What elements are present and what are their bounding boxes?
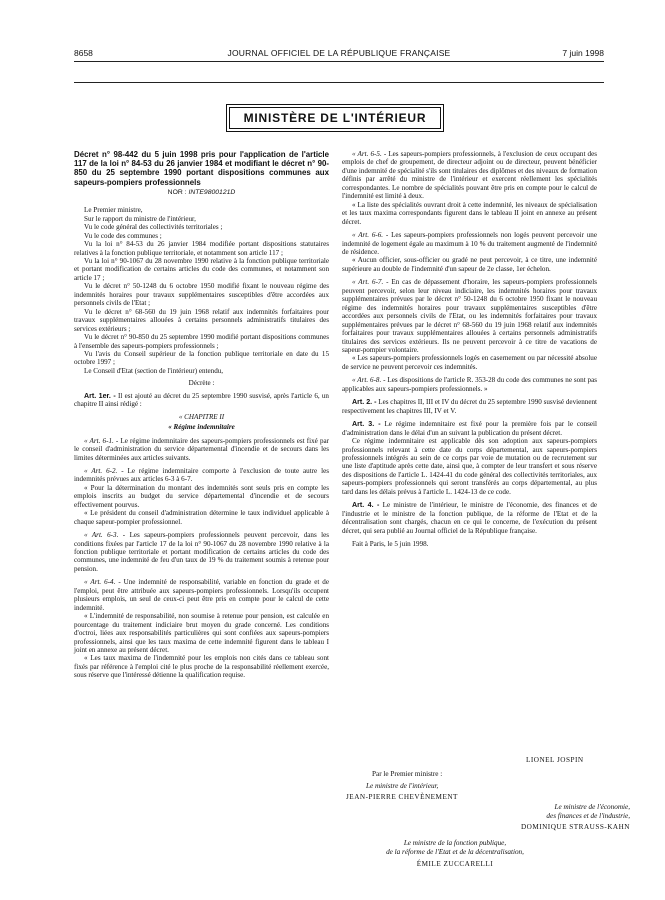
min-interieur-title: Le ministre de l'intérieur,	[366, 782, 439, 790]
chapter-heading: « CHAPITRE II	[178, 412, 225, 421]
article-1: Art. 1er. - Il est ajouté au décret du 25 septembre 1990 susvisé, après l'article 6, un chapitre II ainsi rédigé :	[74, 391, 329, 409]
pm-signature: LIONEL JOSPIN	[526, 756, 584, 764]
section-rule	[74, 82, 604, 83]
nor-reference: NOR : INTE9800121D	[167, 188, 236, 196]
min-economie-title: Le ministre de l'économie, des finances et de l'industrie,	[546, 803, 630, 820]
paragraph: « L'indemnité de responsabilité, non soumise à retenue pour pension, est calculée en pourcentage du traitement indiciaire brut moyen du grade concerné. Les conditions d'octroi, liées aux responsabilités particulières qui sont confiées aux sapeurs-pompiers professionnels, ainsi que les taux maxima de cette indemnité figurent dans le tableau I joint en annexe au présent décret.	[74, 612, 329, 655]
ministry-title: MINISTÈRE DE L'INTÉRIEUR	[229, 107, 441, 129]
visa-line: Vu le code général des collectivités territoriales ;	[84, 223, 223, 232]
decrete-line: Décrète :	[188, 379, 215, 388]
paragraph: Ce régime indemnitaire est applicable dès son adoption aux sapeurs-pompiers professionnels relevant à cette date du corps départemental, aux sapeurs-pompiers professionnels intégrés au sein de ce corps par voie de mutation ou de recrutement sur une liste d'aptitude après cette date, ainsi que, à compter de leur transfert et sous réserve des dispositions de l'article L. 1424-41 du code général des collectivités territoriales, aux sapeurs-pompiers professionnels qui seront transférés au corps départemental, au plus tard dans les délais prévus à l'article L. 1424-13 de ce code.	[342, 437, 597, 496]
paragraph: « Pour la détermination du montant des indemnités sont seuls pris en compte les emplois inscrits au budget du service départemental d'incendie et de secours effectivement pourvus.	[74, 483, 329, 509]
min-fonction-publique-name: ÉMILE ZUCCARELLI	[416, 860, 494, 868]
min-economie-name: DOMINIQUE STRAUSS-KAHN	[520, 823, 630, 831]
journal-title: JOURNAL OFFICIEL DE LA RÉPUBLIQUE FRANÇAISE	[227, 48, 451, 58]
min-interieur-name: JEAN-PIERRE CHEVÈNEMENT	[346, 793, 458, 801]
header-rule	[74, 61, 604, 62]
paragraph: « Aucun officier, sous-officier ou gradé ne peut percevoir, à ce titre, une indemnité supérieure au double de l'indemnité d'un sapeur de 2e classe, 1er échelon.	[342, 256, 597, 273]
article-6-8: « Art. 6-8. - Les dispositions de l'article R. 353-28 du code des communes ne sont pas applicables aux sapeurs-pompiers professionnels. »	[342, 376, 598, 393]
page-number: 8658	[74, 48, 93, 58]
min-fonction-publique-title: Le ministre de la fonction publique, de la réforme de l'Etat et de la décentralisation,	[386, 839, 524, 856]
visa-line: Sur le rapport du ministre de l'intérieur,	[84, 214, 196, 223]
right-column	[342, 150, 597, 548]
article-3: Art. 3. - Le régime indemnitaire est fixé pour la première fois par le conseil d'administration dans le délai d'un an suivant la publication du présent décret.	[342, 420, 597, 437]
visa-line: Vu le décret n° 50-1248 du 6 octobre 1950 modifié fixant le nouveau régime des indemnités horaires pour travaux supplémentaires susceptibles d'être accordées aux personnels civils de l'Etat ;	[74, 282, 329, 308]
article-2: Art. 2. - Les chapitres II, III et IV du décret du 25 septembre 1990 susvisé deviennent respectivement les chapitres III, IV et V.	[342, 398, 597, 415]
visa-line: Le Conseil d'Etat (section de l'intérieur) entendu,	[84, 366, 224, 375]
article-4: Art. 4. - Le ministre de l'intérieur, le ministre de l'économie, des finances et de l'industrie et le ministre de la fonction publique, de la réforme de l'Etat et de la décentralisation sont chargés, chacun en ce qui le concerne, de l'exécution du présent décret, qui sera publié au Journal officiel de la République française.	[342, 501, 598, 535]
article-6-7: « Art. 6-7. - En cas de dépassement d'horaire, les sapeurs-pompiers professionnels peuvent percevoir, selon leur niveau indiciaire, les indemnités horaires pour travaux supplémentaires prévues par le décret n° 50-1248 du 6 octobre 1950 fixant le nouveau régime des indemnités horaires pour travaux supplémentaires susceptibles d'être accordées aux personnels civils de l'Etat, ou les indemnités forfaitaires pour travaux supplémentaires prévues par le décret n° 68-560 du 19 juin 1968 relatif aux indemnités forfaitaires pour travaux supplémentaires allouées à certains personnels administratifs titulaires des services extérieurs. Ils ne peuvent percevoir à ce titre de vacations de sapeur-pompier volontaire.	[342, 278, 598, 354]
page-header	[74, 48, 604, 62]
par-premier-ministre: Par le Premier ministre :	[372, 770, 443, 778]
visa-line: Vu le décret n° 90-850 du 25 septembre 1990 modifié portant dispositions communes à l'ensemble des sapeurs-pompiers professionnels ;	[74, 333, 329, 350]
regime-heading: « Régime indemnitaire	[168, 423, 235, 432]
decree-title: Décret n° 98-442 du 5 juin 1998 pris pour l'application de l'article 117 de la loi n° 84-53 du 26 janvier 1984 et modifiant le décret n° 90-850 du 25 septembre 1990 portant dispositions communes aux sapeurs-pompiers professionnels	[74, 150, 329, 187]
fait-line: Fait à Paris, le 5 juin 1998.	[352, 540, 429, 549]
visa-line: Vu la loi n° 84-53 du 26 janvier 1984 modifiée portant dispositions statutaires relatives à la fonction publique territoriale, et notamment son article 117 ;	[74, 240, 329, 257]
article-6-3: « Art. 6-3. - Les sapeurs-pompiers professionnels peuvent percevoir, dans les conditions fixées par l'article 17 de la loi n° 90-1067 du 28 novembre 1990 relative à la fonction publique territoriale et portant modification de certains articles du code des communes, une indemnité de feu d'un taux de 19 % du traitement soumis à retenue pour pension.	[74, 531, 330, 573]
issue-date: 7 juin 1998	[562, 48, 604, 58]
visa-line: Vu le code des communes ;	[84, 231, 162, 240]
article-6-5: « Art. 6-5. - Les sapeurs-pompiers professionnels, à l'exclusion de ceux occupant des emplois de chef de groupement, de directeur adjoint ou de directeur, peuvent bénéficier d'une indemnité de spécialité s'ils sont titulaires des diplômes et des niveaux de formation définis par arrêté du ministre de l'intérieur et exercent réellement les spécialités correspondantes. Le nombre de spécialités pouvant être pris en compte pour le calcul de l'indemnité est limité à deux.	[342, 150, 598, 201]
paragraph: « Les taux maxima de l'indemnité pour les emplois non cités dans ce tableau sont fixés par référence à l'emploi cité le plus proche de la responsabilité réellement exercée, sous réserve que l'intéressé détienne la qualification requise.	[74, 654, 329, 680]
paragraph: « La liste des spécialités ouvrant droit à cette indemnité, les niveaux de spécialisation et les taux maxima correspondants figurent dans le tableau II joint en annexe au présent décret.	[342, 200, 597, 226]
paragraph: « Le président du conseil d'administration détermine le taux individuel applicable à chaque sapeur-pompier professionnel.	[74, 509, 329, 526]
article-6-4: « Art. 6-4. - Une indemnité de responsabilité, variable en fonction du grade et de l'emploi, peut être attribuée aux sapeurs-pompiers professionnels. Lorsqu'ils occupent plusieurs emplois, un seul de ceux-ci peut être pris en compte pour le calcul de cette indemnité.	[74, 578, 329, 612]
paragraph: « Les sapeurs-pompiers professionnels logés en casernement ou par nécessité absolue de service ne peuvent percevoir ces indemnités.	[342, 354, 597, 371]
visa-line: Vu la loi n° 90-1067 du 28 novembre 1990 relative à la fonction publique territoriale et portant modification de certains articles du code des communes, et notamment son article 17 ;	[74, 256, 329, 282]
visa-line: Vu l'avis du Conseil supérieur de la fonction publique territoriale en date du 15 octobre 1997 ;	[74, 349, 329, 367]
left-column	[74, 150, 329, 680]
visa-line: Vu le décret n° 68-560 du 19 juin 1968 relatif aux indemnités forfaitaires pour travaux supplémentaires allouées à certains personnels administratifs titulaires des services extérieurs ;	[74, 307, 329, 333]
article-6-6: « Art. 6-6. - Les sapeurs-pompiers professionnels non logés peuvent percevoir une indemnité de logement égale au maximum à 10 % du traitement augmenté de l'indemnité de résidence.	[342, 231, 597, 256]
nor-value: INTE9800121D	[188, 188, 236, 196]
article-6-2: « Art. 6-2. - Le régime indemnitaire comporte à l'exclusion de toute autre les indemnités prévues aux articles 6-3 à 6-7.	[74, 466, 329, 484]
visa-line: Le Premier ministre,	[84, 206, 143, 215]
article-6-1: « Art. 6-1. - Le régime indemnitaire des sapeurs-pompiers professionnels est fixé par le conseil d'administration du service départemental d'incendie et de secours dans les limites déterminées aux articles suivants.	[74, 436, 330, 462]
